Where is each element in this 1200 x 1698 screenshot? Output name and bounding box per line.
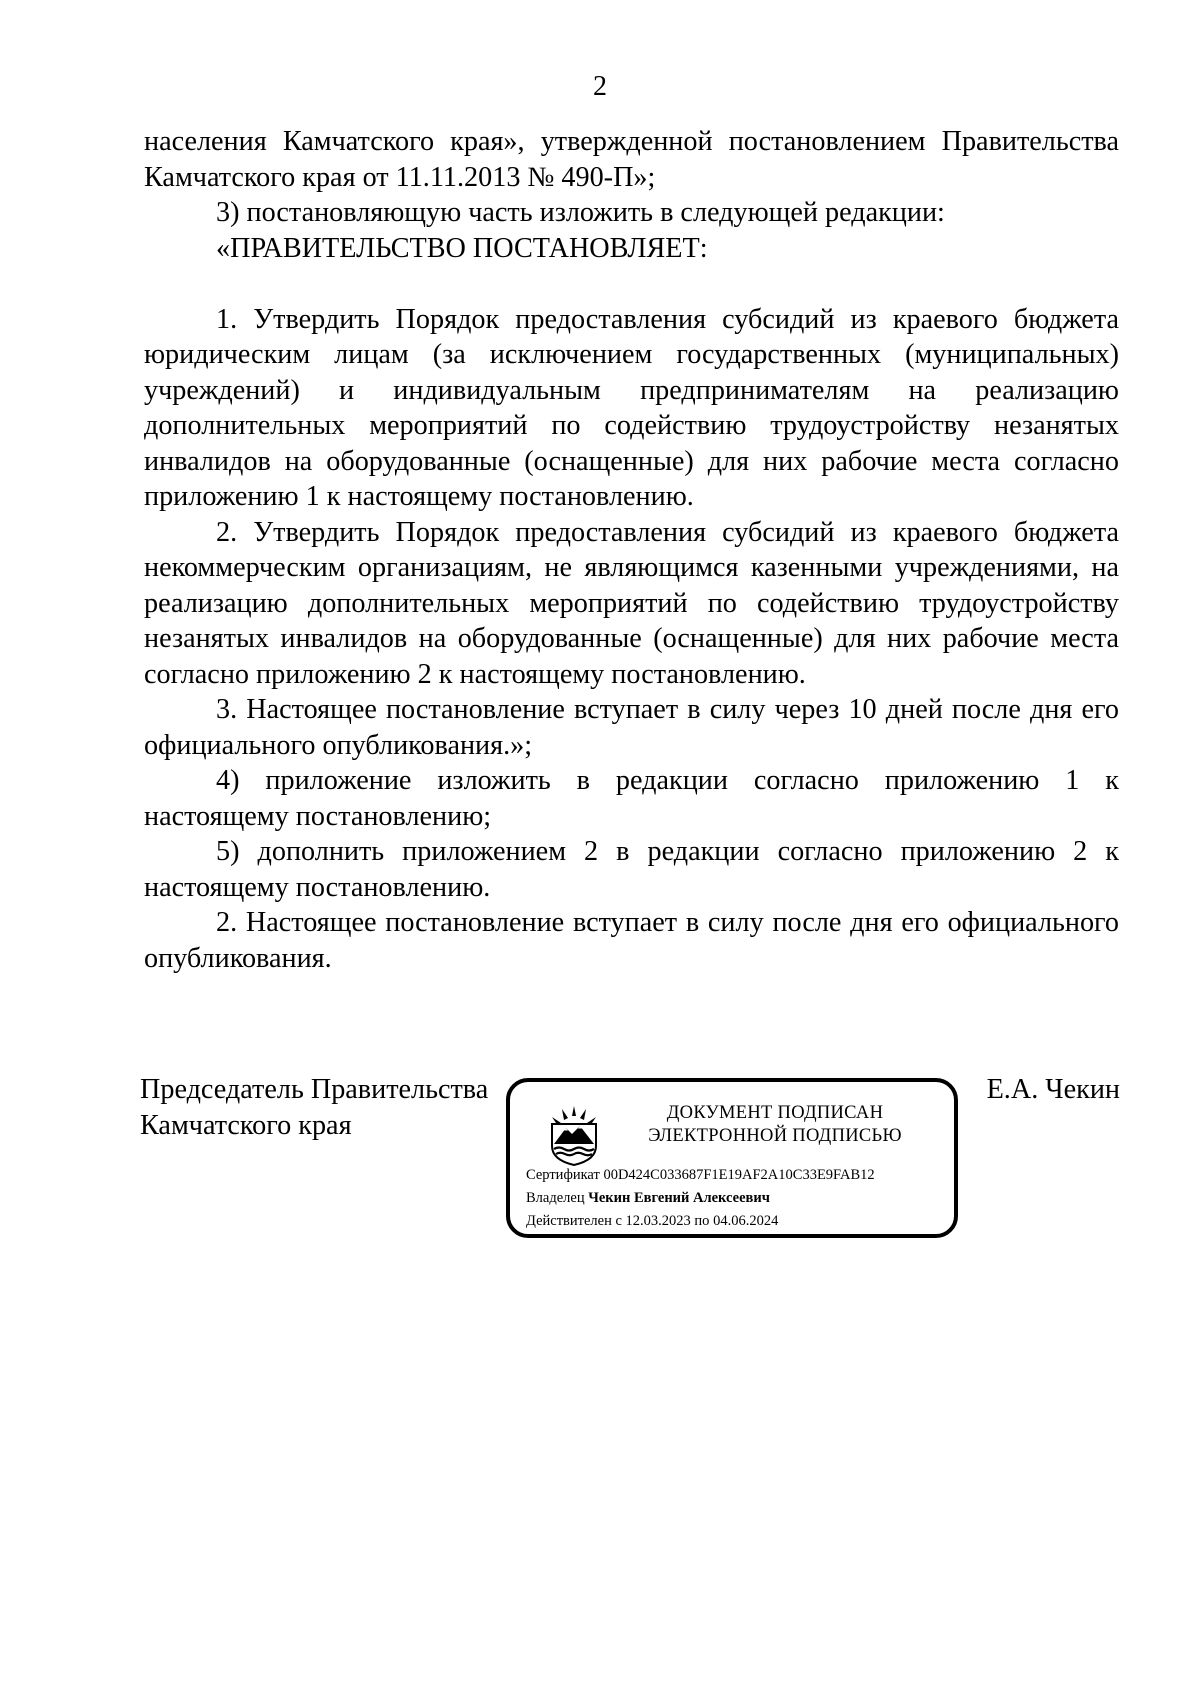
stamp-certificate-value: 00D424C033687F1E19AF2A10C33E9FAB12 [603,1167,875,1183]
stamp-title-line1: ДОКУМЕНТ ПОДПИСАН [666,1103,884,1123]
paragraph-item-3: 3) постановляющую часть изложить в следующей редакции: [216,197,945,228]
paragraph-spacer [144,266,1119,302]
electronic-signature-stamp [506,1078,958,1238]
stamp-valid-from: 12.03.2023 [625,1213,691,1229]
stamp-valid-to: 04.06.2024 [713,1213,779,1229]
page-number: 2 [593,71,607,102]
stamp-owner-line [526,1187,946,1210]
stamp-owner-value: Чекин Евгений Алексеевич [588,1190,770,1206]
stamp-validity-line [526,1210,946,1233]
paragraph-resolves-heading: «ПРАВИТЕЛЬСТВО ПОСТАНОВЛЯЕТ: [216,232,708,264]
stamp-certificate-label: Сертификат [526,1167,600,1183]
paragraph-final: 2. Настоящее постановление вступает в силу после дня его официального опубликования. [144,907,1119,974]
paragraph-resolution-3: 3. Настоящее постановление вступает в силу через 10 дней после дня его официального опубликования.»; [144,694,1119,761]
paragraph-resolution-2: 2. Утвердить Порядок предоставления субсидий из краевого бюджета некоммерческим организациям, не являющимся казенными учреждениями, на реализацию дополнительных мероприятий по содействию трудоустройству незанятых инвалидов на оборудованные (оснащенные) для них рабочие места согласно приложению 2 к настоящему постановлению. [144,516,1119,690]
kamchatka-coat-of-arms-icon [546,1104,602,1166]
paragraph-resolution-1: 1. Утвердить Порядок предоставления субсидий из краевого бюджета юридическим лицам (за исключением государственных (муниципальных) учреждений) и индивидуальным предпринимателям на реализацию дополнительных мероприятий по содействию трудоустройству незанятых инвалидов на оборудованные (оснащенные) для них рабочие места согласно приложению 1 к настоящему постановлению. [144,303,1119,512]
stamp-valid-label: Действителен с [526,1213,622,1229]
signatory-position-line2: Камчатского края [140,1109,352,1141]
stamp-title [610,1102,940,1148]
paragraph-item-5: 5) дополнить приложением 2 в редакции согласно приложению 2 к настоящему постановлению. [144,836,1119,903]
stamp-certificate-line [526,1164,946,1187]
document-body [144,124,1119,976]
stamp-valid-to-label: по [694,1213,710,1229]
stamp-owner-label: Владелец [526,1190,585,1206]
signatory-name: Е.А. Чекин [986,1074,1120,1105]
paragraph-continuation: населения Камчатского края», утвержденной постановлением Правительства Камчатского края от 11.11.2013 № 490-П»; [144,126,1119,193]
signatory-position [140,1072,488,1143]
paragraph-item-4: 4) приложение изложить в редакции согласно приложению 1 к настоящему постановлению; [144,765,1119,832]
signatory-position-line1: Председатель Правительства [140,1074,489,1105]
stamp-details [526,1164,946,1233]
stamp-title-line2: ЭЛЕКТРОННОЙ ПОДПИСЬЮ [648,1126,902,1146]
